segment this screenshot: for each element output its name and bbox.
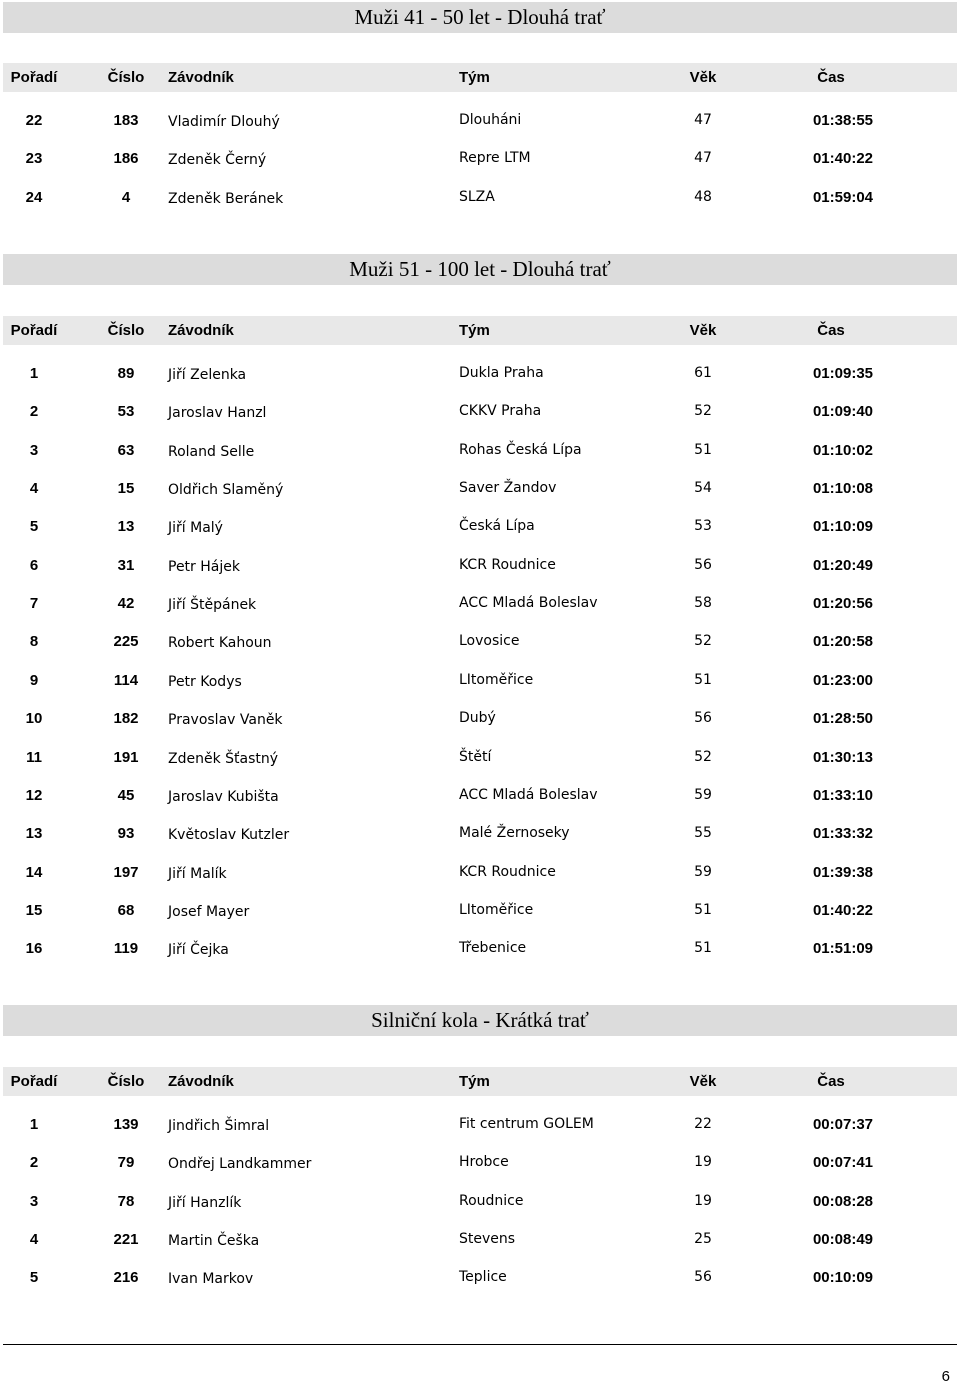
cell-tym: Fit centrum GOLEM xyxy=(459,1116,594,1132)
cell-poradi: 5 xyxy=(29,1269,39,1286)
cell-vek: 53 xyxy=(694,518,712,534)
cell-tym: Třebenice xyxy=(459,940,527,956)
column-header-vek: Věk xyxy=(689,1073,717,1090)
cell-tym: SLZA xyxy=(459,189,495,205)
section-title: Silniční kola - Krátká trať xyxy=(3,1005,957,1036)
cell-cislo: 63 xyxy=(117,442,135,459)
cell-cislo: 221 xyxy=(113,1231,139,1248)
cell-poradi: 12 xyxy=(25,787,43,804)
cell-cas: 00:10:09 xyxy=(812,1269,874,1286)
cell-zavodnik: Oldřich Slaměný xyxy=(168,482,284,498)
cell-cislo: 225 xyxy=(113,633,139,650)
cell-cislo: 93 xyxy=(117,825,135,842)
cell-poradi: 9 xyxy=(29,672,39,689)
section-title: Muži 41 - 50 let - Dlouhá trať xyxy=(3,2,957,33)
cell-vek: 56 xyxy=(694,1269,712,1285)
cell-cas: 01:09:35 xyxy=(812,365,874,382)
cell-zavodnik: Jiří Štěpánek xyxy=(168,597,257,613)
cell-poradi: 7 xyxy=(29,595,39,612)
cell-zavodnik: Jaroslav Hanzl xyxy=(168,405,267,421)
table-row xyxy=(3,149,957,169)
cell-tym: Roudnice xyxy=(459,1193,524,1209)
cell-tym: Štětí xyxy=(459,749,492,765)
cell-poradi: 2 xyxy=(29,1154,39,1171)
cell-zavodnik: Zdeněk Šťastný xyxy=(168,751,279,767)
cell-cas: 00:08:49 xyxy=(812,1231,874,1248)
table-header xyxy=(3,1067,957,1096)
cell-vek: 55 xyxy=(694,825,712,841)
cell-cislo: 13 xyxy=(117,518,135,535)
table-row xyxy=(3,556,957,576)
cell-tym: LItoměřice xyxy=(459,902,534,918)
cell-poradi: 13 xyxy=(25,825,43,842)
column-header-poradi: Pořadí xyxy=(10,69,58,86)
table-row xyxy=(3,748,957,768)
cell-tym: Lovosice xyxy=(459,633,520,649)
cell-cas: 01:59:04 xyxy=(812,189,874,206)
cell-tym: Teplice xyxy=(459,1269,507,1285)
cell-cas: 01:33:10 xyxy=(812,787,874,804)
cell-zavodnik: Petr Kodys xyxy=(168,674,242,690)
cell-vek: 51 xyxy=(694,672,712,688)
table-header xyxy=(3,316,957,345)
cell-cislo: 79 xyxy=(117,1154,135,1171)
cell-zavodnik: Zdeněk Černý xyxy=(168,152,267,168)
cell-zavodnik: Roland Selle xyxy=(168,444,255,460)
cell-zavodnik: Květoslav Kutzler xyxy=(168,827,290,843)
cell-cas: 01:28:50 xyxy=(812,710,874,727)
cell-poradi: 1 xyxy=(29,1116,39,1133)
cell-zavodnik: Petr Hájek xyxy=(168,559,240,575)
cell-zavodnik: Pravoslav Vaněk xyxy=(168,712,283,728)
cell-tym: Repre LTM xyxy=(459,150,531,166)
cell-poradi: 11 xyxy=(26,749,42,766)
cell-zavodnik: Ivan Markov xyxy=(168,1271,254,1287)
column-header-poradi: Pořadí xyxy=(10,1073,58,1090)
column-header-tym: Tým xyxy=(459,322,490,339)
cell-vek: 52 xyxy=(694,403,712,419)
cell-poradi: 24 xyxy=(25,189,43,206)
cell-vek: 25 xyxy=(694,1231,712,1247)
table-row xyxy=(3,632,957,652)
column-header-poradi: Pořadí xyxy=(10,322,58,339)
cell-vek: 56 xyxy=(694,557,712,573)
table-row xyxy=(3,364,957,384)
table-row xyxy=(3,1192,957,1212)
table-row xyxy=(3,1230,957,1250)
cell-cas: 01:23:00 xyxy=(812,672,874,689)
cell-vek: 51 xyxy=(694,940,712,956)
table-row xyxy=(3,188,957,208)
table-row xyxy=(3,824,957,844)
cell-vek: 51 xyxy=(694,442,712,458)
table-row xyxy=(3,709,957,729)
cell-cislo: 182 xyxy=(113,710,139,727)
cell-cislo: 45 xyxy=(117,787,135,804)
cell-cislo: 68 xyxy=(117,902,135,919)
cell-cislo: 139 xyxy=(113,1116,139,1133)
cell-cas: 01:10:08 xyxy=(812,480,874,497)
cell-vek: 56 xyxy=(694,710,712,726)
cell-vek: 48 xyxy=(694,189,712,205)
cell-poradi: 6 xyxy=(29,557,39,574)
column-header-cislo: Číslo xyxy=(107,322,145,339)
cell-zavodnik: Jiří Malík xyxy=(168,866,227,882)
cell-tym: Dukla Praha xyxy=(459,365,544,381)
cell-tym: LItoměřice xyxy=(459,672,534,688)
cell-cislo: 78 xyxy=(117,1193,135,1210)
column-header-cas: Čas xyxy=(817,322,845,339)
table-row xyxy=(3,939,957,959)
cell-zavodnik: Jiří Zelenka xyxy=(168,367,247,383)
cell-tym: Dlouháni xyxy=(459,112,522,128)
column-header-tym: Tým xyxy=(459,69,490,86)
cell-cas: 01:40:22 xyxy=(812,150,874,167)
table-row xyxy=(3,594,957,614)
cell-poradi: 4 xyxy=(29,1231,39,1248)
cell-cas: 01:09:40 xyxy=(812,403,874,420)
cell-cas: 01:20:58 xyxy=(812,633,874,650)
cell-poradi: 22 xyxy=(25,112,43,129)
cell-cislo: 31 xyxy=(117,557,135,574)
cell-tym: ACC Mladá Boleslav xyxy=(459,595,598,611)
column-header-zavodnik: Závodník xyxy=(168,1073,234,1090)
cell-cislo: 42 xyxy=(117,595,135,612)
cell-zavodnik: Josef Mayer xyxy=(168,904,250,920)
cell-cas: 01:10:02 xyxy=(812,442,874,459)
cell-poradi: 10 xyxy=(25,710,43,727)
cell-zavodnik: Jiří Malý xyxy=(168,520,223,536)
column-header-zavodnik: Závodník xyxy=(168,69,234,86)
cell-cislo: 119 xyxy=(113,940,139,957)
column-header-zavodnik: Závodník xyxy=(168,322,234,339)
cell-cas: 01:30:13 xyxy=(812,749,874,766)
cell-cislo: 216 xyxy=(113,1269,139,1286)
cell-vek: 47 xyxy=(694,112,712,128)
table-row xyxy=(3,517,957,537)
cell-cislo: 15 xyxy=(117,480,135,497)
cell-tym: KCR Roudnice xyxy=(459,864,556,880)
cell-tym: Stevens xyxy=(459,1231,516,1247)
cell-poradi: 1 xyxy=(29,365,39,382)
cell-poradi: 4 xyxy=(29,480,39,497)
cell-tym: Dubý xyxy=(459,710,496,726)
cell-vek: 19 xyxy=(694,1193,712,1209)
table-row xyxy=(3,901,957,921)
table-row xyxy=(3,1115,957,1135)
cell-vek: 52 xyxy=(694,749,712,765)
cell-zavodnik: Martin Češka xyxy=(168,1233,260,1249)
cell-vek: 47 xyxy=(694,150,712,166)
cell-zavodnik: Zdeněk Beránek xyxy=(168,191,284,207)
cell-cislo: 197 xyxy=(113,864,139,881)
cell-cas: 00:07:37 xyxy=(812,1116,874,1133)
cell-tym: CKKV Praha xyxy=(459,403,542,419)
cell-poradi: 5 xyxy=(29,518,39,535)
cell-cislo: 191 xyxy=(113,749,139,766)
table-header xyxy=(3,63,957,92)
cell-cas: 01:33:32 xyxy=(812,825,874,842)
cell-poradi: 3 xyxy=(29,442,39,459)
cell-tym: KCR Roudnice xyxy=(459,557,556,573)
cell-tym: Česká Lípa xyxy=(459,518,535,534)
cell-tym: ACC Mladá Boleslav xyxy=(459,787,598,803)
cell-cas: 01:40:22 xyxy=(812,902,874,919)
column-header-vek: Věk xyxy=(689,322,717,339)
cell-cislo: 186 xyxy=(113,150,139,167)
cell-cas: 01:39:38 xyxy=(812,864,874,881)
column-header-tym: Tým xyxy=(459,1073,490,1090)
table-row xyxy=(3,441,957,461)
cell-tym: Saver Žandov xyxy=(459,480,557,496)
cell-tym: Rohas Česká Lípa xyxy=(459,442,582,458)
column-header-cas: Čas xyxy=(817,1073,845,1090)
cell-vek: 22 xyxy=(694,1116,712,1132)
cell-cislo: 183 xyxy=(113,112,139,129)
cell-vek: 59 xyxy=(694,864,712,880)
cell-zavodnik: Jiří Čejka xyxy=(168,942,229,958)
cell-vek: 52 xyxy=(694,633,712,649)
cell-cas: 01:20:56 xyxy=(812,595,874,612)
cell-vek: 19 xyxy=(694,1154,712,1170)
cell-poradi: 16 xyxy=(25,940,43,957)
cell-poradi: 2 xyxy=(29,403,39,420)
cell-poradi: 23 xyxy=(25,150,43,167)
cell-poradi: 3 xyxy=(29,1193,39,1210)
footer-rule xyxy=(3,1344,957,1345)
cell-vek: 59 xyxy=(694,787,712,803)
cell-zavodnik: Robert Kahoun xyxy=(168,635,272,651)
table-row xyxy=(3,1153,957,1173)
cell-poradi: 14 xyxy=(25,864,43,881)
cell-zavodnik: Vladimír Dlouhý xyxy=(168,114,280,130)
cell-cislo: 4 xyxy=(121,189,131,206)
cell-vek: 61 xyxy=(694,365,712,381)
cell-cislo: 114 xyxy=(113,672,139,689)
cell-zavodnik: Jindřich Šimral xyxy=(168,1118,270,1134)
cell-cas: 01:10:09 xyxy=(812,518,874,535)
cell-tym: Hrobce xyxy=(459,1154,509,1170)
cell-tym: Malé Žernoseky xyxy=(459,825,570,841)
cell-zavodnik: Ondřej Landkammer xyxy=(168,1156,312,1172)
cell-cas: 01:38:55 xyxy=(812,112,874,129)
cell-zavodnik: Jaroslav Kubišta xyxy=(168,789,279,805)
table-row xyxy=(3,402,957,422)
cell-vek: 54 xyxy=(694,480,712,496)
table-row xyxy=(3,786,957,806)
column-header-cislo: Číslo xyxy=(107,69,145,86)
cell-cas: 00:07:41 xyxy=(812,1154,874,1171)
cell-cas: 00:08:28 xyxy=(812,1193,874,1210)
table-row xyxy=(3,111,957,131)
column-header-cislo: Číslo xyxy=(107,1073,145,1090)
page-number: 6 xyxy=(941,1368,950,1385)
cell-poradi: 8 xyxy=(29,633,39,650)
column-header-vek: Věk xyxy=(689,69,717,86)
cell-cas: 01:51:09 xyxy=(812,940,874,957)
cell-cas: 01:20:49 xyxy=(812,557,874,574)
cell-cislo: 53 xyxy=(117,403,135,420)
section-title: Muži 51 - 100 let - Dlouhá trať xyxy=(3,254,957,285)
cell-poradi: 15 xyxy=(25,902,43,919)
table-row xyxy=(3,671,957,691)
column-header-cas: Čas xyxy=(817,69,845,86)
cell-vek: 51 xyxy=(694,902,712,918)
table-row xyxy=(3,863,957,883)
cell-zavodnik: Jiří Hanzlík xyxy=(168,1195,242,1211)
table-row xyxy=(3,1268,957,1288)
table-row xyxy=(3,479,957,499)
cell-vek: 58 xyxy=(694,595,712,611)
cell-cislo: 89 xyxy=(117,365,135,382)
